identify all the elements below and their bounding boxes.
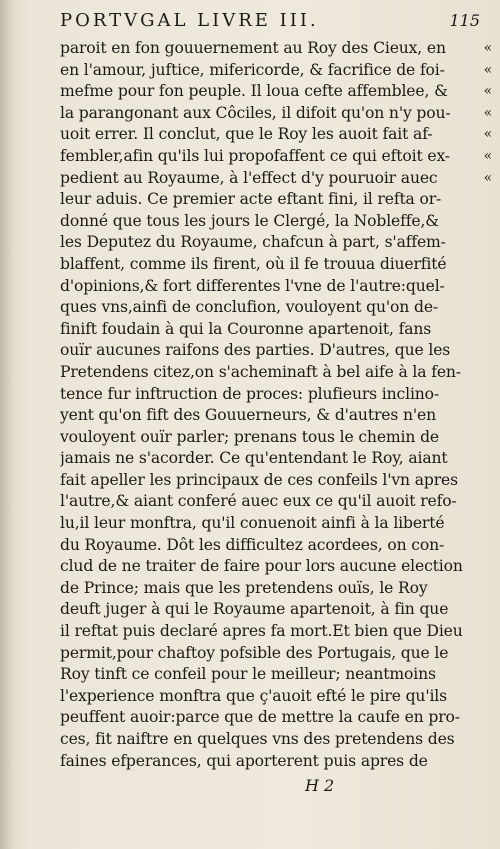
line-text: de Prince; mais que les pretendens ouïs, le Roy <box>60 578 428 597</box>
text-line <box>60 556 492 578</box>
text-line <box>60 81 492 103</box>
line-text: yent qu'on fift des Gouuerneurs, & d'autres n'en <box>60 406 436 425</box>
line-text: fembler,afin qu'ils lui propofaffent ce qui eftoit ex- <box>60 146 450 165</box>
line-text: jamais ne s'acorder. Ce qu'entendant le Roy, aiant <box>60 449 448 468</box>
line-text: uoit errer. Il conclut, que le Roy les auoit fait af- <box>60 125 433 144</box>
line-text: du Royaume. Dôt les difficultez acordees, on con- <box>60 535 445 554</box>
line-text: peuffent auoir:parce que de mettre la caufe en pro- <box>60 708 460 727</box>
text-line <box>60 729 492 751</box>
text-line <box>60 643 492 665</box>
text-line <box>60 664 492 686</box>
binding-shadow <box>0 0 14 849</box>
text-line <box>60 211 492 233</box>
line-text: paroit en fon gouuernement au Roy des Cieux, en <box>60 39 446 57</box>
quotation-mark: « <box>483 61 492 78</box>
text-line <box>60 103 492 125</box>
text-line <box>60 578 492 600</box>
line-text: vouloyent ouïr parler; prenans tous le chemin de <box>60 427 439 446</box>
text-line <box>60 599 492 621</box>
line-text: d'opinions,& fort differentes l'vne de l'autre:quel- <box>60 276 445 295</box>
text-line <box>60 427 492 449</box>
line-text: en l'amour, juftice, mifericorde, & facrifice de foi- <box>60 60 445 79</box>
text-line <box>60 38 492 60</box>
text-line <box>60 168 492 190</box>
signature-mark: H 2 <box>305 776 335 795</box>
page-number: 115 <box>449 11 480 30</box>
quotation-mark: « <box>483 147 492 164</box>
text-line <box>60 232 492 254</box>
text-line <box>60 535 492 557</box>
line-text: blaffent, comme ils firent, où il fe trouua diuerfité <box>60 254 447 273</box>
quotation-mark: « <box>483 169 492 186</box>
page-header <box>60 10 480 34</box>
page-footer <box>60 776 480 798</box>
line-text: tence fur inftruction de proces: plufieurs inclino- <box>60 384 440 403</box>
quotation-mark: « <box>483 104 492 121</box>
text-line <box>60 384 492 406</box>
text-line <box>60 60 492 82</box>
line-text: il reftat puis declaré apres fa mort.Et bien que Dieu <box>60 622 463 641</box>
line-text: l'autre,& aiant conferé auec eux ce qu'il auoit refo- <box>60 492 457 511</box>
line-text: pedient au Royaume, à l'effect d'y pouruoir auec <box>60 168 438 187</box>
text-line <box>60 319 492 341</box>
text-line <box>60 276 492 298</box>
text-line <box>60 362 492 384</box>
line-text: ques vns,ainfi de conclufion, vouloyent qu'on de- <box>60 298 439 317</box>
line-text: deuft juger à qui le Royaume apartenoit, à fin que <box>60 600 449 619</box>
line-text: les Deputez du Royaume, chafcun à part, s'affem- <box>60 233 446 252</box>
text-line <box>60 751 492 773</box>
text-line <box>60 405 492 427</box>
text-line <box>60 513 492 535</box>
line-text: faines efperances, qui aporterent puis apres de <box>60 751 428 770</box>
text-line <box>60 254 492 276</box>
line-text: finift foudain à qui la Couronne apartenoit, fans <box>60 319 432 338</box>
line-text: la parangonant aux Côciles, il difoit qu'on n'y pou- <box>60 103 451 122</box>
text-line <box>60 189 492 211</box>
quotation-mark: « <box>483 126 492 143</box>
line-text: ces, fit naiftre en quelques vns des pretendens des <box>60 730 455 748</box>
text-line <box>60 470 492 492</box>
quotation-mark: « <box>483 83 492 100</box>
running-title: PORTVGAL LIVRE III. <box>60 10 319 31</box>
line-text: clud de ne traiter de faire pour lors aucune election <box>60 557 463 576</box>
text-line <box>60 491 492 513</box>
text-line <box>60 686 492 708</box>
text-line <box>60 146 492 168</box>
line-text: Pretendens citez,on s'acheminaft à bel aife à la fen- <box>60 362 461 381</box>
line-text: l'experience monftra que ç'auoit efté le pire qu'ils <box>60 686 447 705</box>
quotation-mark: « <box>483 40 492 56</box>
line-text: donné que tous les jours le Clergé, la Nobleffe,& <box>60 211 439 230</box>
line-text: leur aduis. Ce premier acte eftant fini, il refta or- <box>60 190 442 209</box>
text-line <box>60 448 492 470</box>
line-text: ouïr aucunes raifons des parties. D'autres, que les <box>60 341 451 360</box>
line-text: mefme pour fon peuple. Il loua cefte affemblee, & <box>60 82 448 101</box>
text-line <box>60 340 492 362</box>
line-text: Roy tinft ce confeil pour le meilleur; neantmoins <box>60 665 436 684</box>
line-text: fait apeller les principaux de ces confeils l'vn apres <box>60 470 458 489</box>
text-line <box>60 297 492 319</box>
line-text: permit,pour chaftoy pofsible des Portugais, que le <box>60 643 449 662</box>
text-body <box>60 38 492 772</box>
text-line <box>60 707 492 729</box>
text-line <box>60 621 492 643</box>
text-line <box>60 124 492 146</box>
line-text: lu,il leur monftra, qu'il conuenoit ainfi à la liberté <box>60 514 445 533</box>
